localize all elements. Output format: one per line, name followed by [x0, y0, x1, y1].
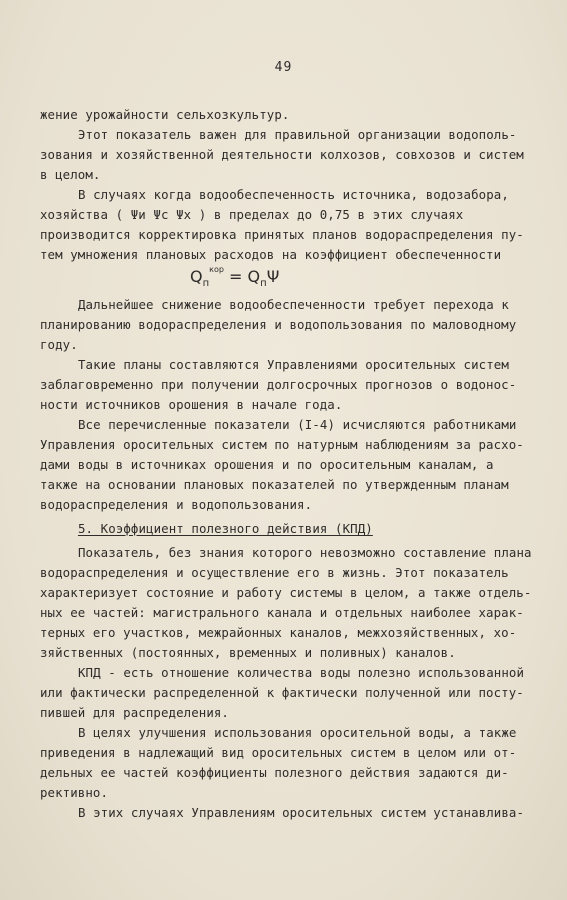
- text-line: тем умножения плановых расходов на коэффициент обеспеченности: [40, 247, 502, 262]
- text-line: рективно.: [40, 785, 109, 800]
- formula-lhs: Q: [190, 267, 203, 286]
- text-line: приведения в надлежащий вид оросительных систем в целом или от-: [40, 745, 517, 760]
- formula-lhs-sup: кор: [209, 264, 224, 274]
- text-line: Показатель, без знания которого невозможно составление плана: [78, 545, 532, 560]
- text-line: жение урожайности сельхозкультур.: [40, 107, 290, 122]
- section-heading: 5. Коэффициент полезного действия (КПД): [78, 521, 373, 536]
- text-line: в целом.: [40, 167, 101, 182]
- text-line: Такие планы составляются Управлениями оросительных систем: [78, 357, 509, 372]
- text-line: Все перечисленные показатели (I-4) исчисляются работниками: [78, 417, 517, 432]
- text-line: зования и хозяйственной деятельности колхозов, совхозов и систем: [40, 147, 524, 162]
- text-line: ных ее частей: магистрального канала и отдельных наиболее харак-: [40, 605, 524, 620]
- formula: [190, 264, 280, 290]
- text-line: Управления оросительных систем по натурным наблюдениям за расхо-: [40, 437, 524, 452]
- text-line: водораспределения и осуществление его в жизнь. Этот показатель: [40, 565, 509, 580]
- text-line: В случаях когда водообеспеченность источника, водозабора,: [78, 187, 509, 202]
- formula-lhs-sub: п: [202, 278, 210, 290]
- text-line: заблаговременно при получении долгосрочных прогнозов о водонос-: [40, 377, 517, 392]
- formula-equals: =: [229, 267, 243, 286]
- text-line: планированию водораспределения и водопользования по маловодному: [40, 317, 517, 332]
- text-line: В целях улучшения использования оросительной воды, а также: [78, 725, 517, 740]
- text-line: водораспределения и водопользования.: [40, 497, 313, 512]
- text-line: хозяйства ( Ψи Ψс Ψх ) в пределах до 0,75 в этих случаях: [40, 207, 464, 222]
- formula-rhs: Q: [247, 267, 261, 286]
- text-line: зяйственных (постоянных, временных и поливных) каналов.: [40, 645, 456, 660]
- text-line: характеризует состояние и работу системы в целом, а также отдель-: [40, 585, 532, 600]
- text-line: также на основании плановых показателей по утвержденным планам: [40, 477, 509, 492]
- formula-rhs-sub: п: [260, 278, 267, 290]
- text-line: В этих случаях Управлениям оросительных систем устанавлива-: [78, 805, 525, 820]
- text-line: дами воды в источниках орошения и по оросительным каналам, а: [40, 457, 494, 472]
- text-line: дельных ее частей коэффициенты полезного действия задаются ди-: [40, 765, 509, 780]
- text-line: производится корректировка принятых планов водораспределения пу-: [40, 227, 524, 242]
- page-number: 49: [274, 60, 293, 75]
- text-line: или фактически распределенной к фактически полученной или посту-: [40, 685, 524, 700]
- formula-rhs-psi: Ψ: [266, 267, 280, 286]
- text-line: Дальнейшее снижение водообеспеченности требует перехода к: [78, 297, 509, 312]
- text-line: КПД - есть отношение количества воды полезно использованной: [78, 665, 525, 680]
- text-line: пившей для распределения.: [40, 705, 229, 720]
- text-line: году.: [40, 337, 78, 352]
- text-line: терных его участков, межрайонных каналов, межхозяйственных, хо-: [40, 625, 517, 640]
- text-line: Этот показатель важен для правильной организации водополь-: [78, 127, 517, 142]
- text-line: ности источников орошения в начале года.: [40, 397, 343, 412]
